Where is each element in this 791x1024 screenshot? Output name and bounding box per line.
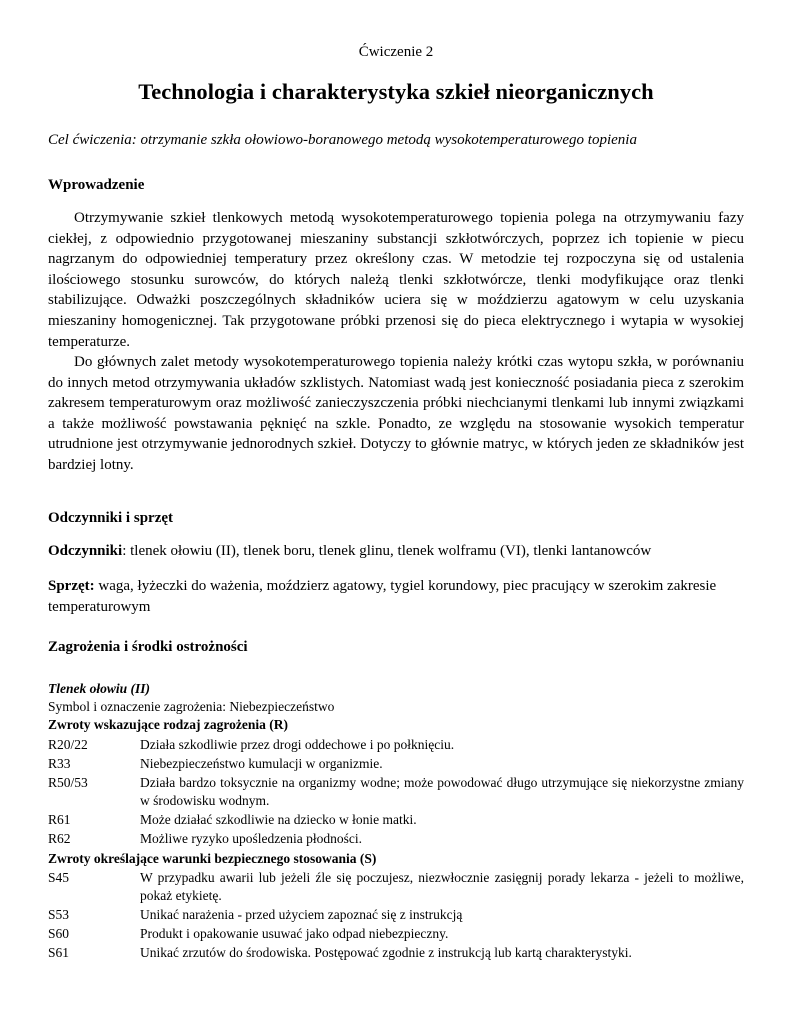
reagents-line [48, 541, 744, 562]
r-phrase-text: Niebezpieczeństwo kumulacji w organizmie. [140, 756, 383, 771]
equipment-text: waga, łyżeczki do ważenia, moździerz agatowy, tygiel korundowy, piec pracujący w szerokim zakresie temperaturowym [48, 578, 717, 615]
s-phrase-code: S53 [48, 907, 70, 922]
r-phrase-text: Działa szkodliwie przez drogi oddechowe i po połknięciu. [140, 737, 455, 752]
s-phrase-text: W przypadku awarii lub jeżeli źle się poczujesz, niezwłocznie zasięgnij porady lekarza - jeżeli to możliwe, pokaż etykietę. [140, 870, 744, 904]
s-phrase-text: Unikać zrzutów do środowiska. Postępować zgodnie z instrukcją lub kartą charakterystyki. [140, 945, 632, 960]
reagents-heading: Odczynniki i sprzęt [48, 510, 174, 526]
r-phrase-code: R61 [48, 812, 71, 827]
s-phrase-code: S45 [48, 870, 70, 885]
s-phrases-heading: Zwroty określające warunki bezpiecznego stosowania (S) [48, 851, 377, 866]
r-phrase-code: R62 [48, 831, 71, 846]
intro-paragraph-1: Otrzymywanie szkieł tlenkowych metodą wysokotemperaturowego topienia polega na otrzymywaniu fazy ciekłej, z odpowiednio przygotowanej mieszaniny substancji szkłotwórczych, poprzez ich topienie w piecu nagrzanym do odpowiedniej temperatury przez określony czas. W metodzie tej rozpoczyna się od ustalenia ilościowego stosunku surowców, do których należą tlenki szkłotwórcze, tlenki modyfikujące oraz tlenki stabilizujące. Odważki poszczególnych składników uciera się w moździerzu agatowym w celu uzyskania mieszaniny homogenicznej. Tak przygotowane próbki przenosi się do pieca elektrycznego i wytapia w wysokiej temperaturze. [48, 210, 744, 350]
r-phrase-text: Może działać szkodliwie na dziecko w łonie matki. [140, 812, 417, 827]
reagents-label: Odczynniki [48, 543, 123, 559]
equipment-label: Sprzęt: [48, 578, 95, 594]
r-phrase-code: R20/22 [48, 737, 88, 752]
intro-paragraph-2: Do głównych zalet metody wysokotemperaturowego topienia należy krótki czas wytopu szkła, w porównaniu do innych metod otrzymywania układów szklistych. Natomiast wadą jest konieczność posiadania pieca z szerokim zakresem temperaturowym oraz możliwość zanieczyszczenia próbki niechcianymi tlenkami lub innymi związkami a także możliwość powstawania pęknięć na szkle. Ponadto, ze względu na stosowanie wysokich temperatur utrudnione jest otrzymywanie jednorodnych szkieł. Dotyczy to głównie matryc, w których jeden ze składników jest bardziej lotny. [48, 354, 744, 473]
hazards-heading: Zagrożenia i środki ostrożności [48, 639, 248, 655]
r-phrase-code: R50/53 [48, 775, 88, 790]
r-phrase-code: R33 [48, 756, 71, 771]
s-phrase-text: Unikać narażenia - przed użyciem zapoznać się z instrukcją [140, 907, 463, 922]
s-phrase-code: S61 [48, 945, 70, 960]
intro-heading: Wprowadzenie [48, 177, 145, 193]
exercise-number: Ćwiczenie 2 [358, 44, 434, 60]
r-phrase-text: Możliwe ryzyko upośledzenia płodności. [140, 831, 362, 846]
r-phrase-text: Działa bardzo toksycznie na organizmy wodne; może powodować długo utrzymujące się niekorzystne zmiany w środowisku wodnym. [140, 775, 744, 809]
s-phrase-text: Produkt i opakowanie usuwać jako odpad niebezpieczny. [140, 926, 449, 941]
substance-name: Tlenek ołowiu (II) [48, 681, 151, 696]
r-phrases-heading: Zwroty wskazujące rodzaj zagrożenia (R) [48, 717, 288, 732]
hazard-symbol-line: Symbol i oznaczenie zagrożenia: Niebezpieczeństwo [48, 699, 335, 714]
reagents-text: : tlenek ołowiu (II), tlenek boru, tlenek glinu, tlenek wolframu (VI), tlenki lantanowców [122, 543, 652, 559]
s-phrase-code: S60 [48, 926, 70, 941]
equipment-line [48, 576, 744, 617]
exercise-goal: Cel ćwiczenia: otrzymanie szkła ołowiowo-boranowego metodą wysokotemperaturowego topienia [48, 132, 637, 148]
page-title: Technologia i charakterystyka szkieł nieorganicznych [138, 79, 654, 104]
